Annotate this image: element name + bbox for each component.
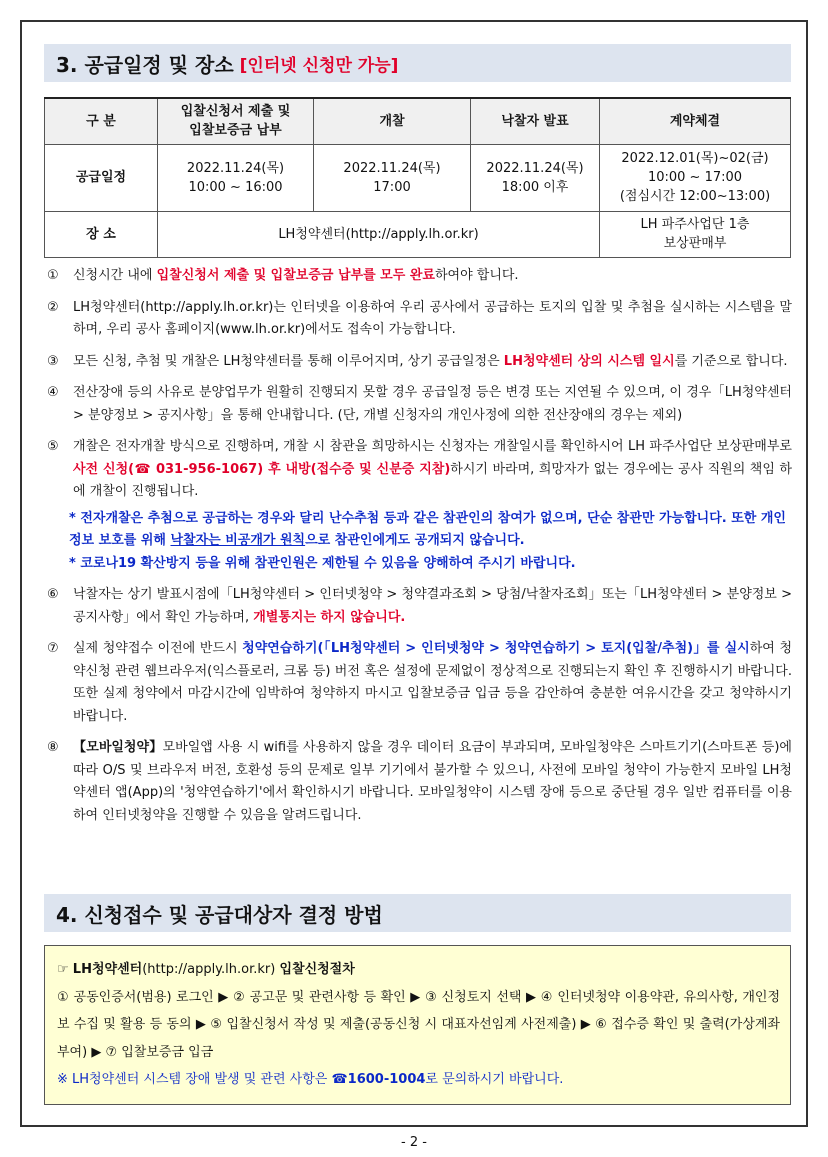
cell-line: LH 파주사업단 1층 [640, 217, 750, 232]
item-text [73, 436, 792, 504]
section-4-heading [44, 894, 791, 932]
header-bid-submission [158, 98, 314, 144]
text-span: 낙찰자는 상기 발표시점에「LH청약센터 > 인터넷청약 > 청약결과조회 > 당첨/낙찰자조회」또는「LH청약센터 > 분양정보 > 공지사항」에서 확인 가능하며, [73, 587, 792, 625]
header-bid-line2: 입찰보증금 납부 [189, 123, 282, 139]
item-number: ① [47, 268, 59, 283]
cell-line: 2022.12.01(목)~02(금) [621, 151, 769, 166]
header-bid-line1: 입찰신청서 제출 및 [180, 104, 291, 120]
note-item [47, 508, 792, 553]
item-text [73, 638, 792, 728]
cell-announcement-schedule [471, 144, 600, 211]
text-span: 개찰은 전자개찰 방식으로 진행하며, 개찰 시 참관을 희망하시는 신청자는 개찰일시를 확인하시어 LH 파주사업단 보상판매부로 [73, 439, 792, 454]
row-label-schedule: 공급일정 [45, 144, 158, 211]
item-text [73, 737, 792, 827]
section-3-heading [44, 44, 791, 82]
item-text: LH청약센터(http://apply.lh.or.kr)는 인터넷을 이용하여 우리 공사에서 공급하는 토지의 입찰 및 추첨을 실시하는 시스템을 말하며, 우리 공사 홈페이지(www.lh.or.kr)에서도 접속이 가능합니다. [73, 299, 792, 337]
header-contract: 계약체결 [600, 98, 791, 144]
list-item [47, 297, 792, 342]
text-bold: 【모바일청약】 [73, 740, 163, 755]
text-span: 모든 신청, 추첨 및 개찰은 LH청약센터를 통해 이루어지며, 상기 공급일정은 [73, 353, 504, 369]
text-span: 모바일앱 사용 시 wifi를 사용하지 않을 경우 데이터 요금이 부과되며, 모바일청약은 스마트기기(스마트폰 등)에 따라 O/S 및 브라우저 버전, 호환성 등의 문제로 일부 기기에서 불가할 수 있으니, 사전에 모바일 청약이 가능한지 모바일 LH청약센터 앱(App)의 '청약연습하기'에서 확인하시기 바랍니다. 모바일청약이 시스템 장애 등으로 중단될 경우 일반 컴퓨터를 이용하여 인터넷청약을 진행할 수 있음을 알려드립니다. [73, 740, 792, 823]
text-span: 신청시간 내에 [73, 268, 157, 283]
phone-number: ☎1600-1004 [331, 1072, 426, 1087]
text-span: 하시기 바라며, 희망자가 없는 경우에는 공사 직원의 책임 하에 개찰이 진행됩니다. [73, 461, 792, 499]
text-span: 하여야 합니다. [434, 268, 519, 283]
text-span: 하여 청약신청 관련 웹브라우저(익스플로러, 크롬 등) 버전 혹은 설정에 문제없이 정상적으로 진행되는지 확인 후 진행하시기 바랍니다. 또한 실제 청약에서 마감시간에 임박하여 청약하지 마시고 입찰보증금 입금 등을 감안하여 충분한 여유시간을 갖고 청약하시기 바랍니다. [73, 641, 793, 724]
procedure-contact-note [57, 1066, 780, 1094]
cell-line: 2022.11.24(목) [186, 160, 285, 176]
note-blue: * 코로나19 확산방지 등을 위해 참관인원은 제한될 수 있음을 양해하여 주시기 바랍니다. [69, 555, 576, 571]
highlight-red: 입찰신청서 제출 및 입찰보증금 납부를 모두 완료 [156, 268, 435, 283]
cell-place-office [600, 211, 791, 257]
note-item [47, 553, 792, 576]
text-bold: LH청약센터 [72, 962, 143, 977]
pointing-hand-icon: ☞ [57, 962, 73, 977]
cell-line: 10:00 ~ 16:00 [188, 179, 283, 195]
cell-line: 17:00 [373, 179, 411, 195]
note-underlined: 낙찰자는 비공개가 원칙 [170, 533, 306, 548]
list-item [47, 584, 792, 629]
cell-line: (점심시간 12:00~13:00) [619, 189, 771, 204]
highlight-red: 개별통지는 하지 않습니다. [253, 609, 406, 625]
highlight-red: 사전 신청(☎ 031-956-1067) 후 내방(접수증 및 신분증 지참) [73, 461, 451, 477]
header-opening: 개찰 [314, 98, 471, 144]
table-header-row [45, 98, 791, 144]
header-winner-announcement: 낙찰자 발표 [471, 98, 600, 144]
notice-list [47, 265, 792, 836]
procedure-heading [57, 956, 780, 984]
highlight-blue: 청약연습하기(「LH청약센터 > 인터넷청약 > 청약연습하기 > 토지(입찰/추첨)」를 실시 [242, 641, 750, 656]
list-item [47, 436, 792, 504]
section-4-title: 4. 신청접수 및 공급대상자 결정 방법 [56, 902, 383, 927]
note-blue: 으로 참관인에게도 공개되지 않습니다. [305, 533, 525, 548]
cell-opening-schedule [314, 144, 471, 211]
cell-line: 10:00 ~ 17:00 [647, 170, 743, 185]
table-row-schedule [45, 144, 791, 211]
row-label-place: 장 소 [45, 211, 158, 257]
procedure-steps: ① 공동인증서(범용) 로그인 ▶ ② 공고문 및 관련사항 등 확인 ▶ ③ 신청토지 선택 ▶ ④ 인터넷청약 이용약관, 유의사항, 개인정보 수집 및 활용 등 동의 ▶ ⑤ 입찰신청서 작성 및 제출(공동신청 시 대표자선임계 사전제출) ▶ ⑥ 접수증 확인 및 출력(가상계좌 부여) ▶ ⑦ 입찰보증금 입금 [57, 989, 780, 1060]
list-item [47, 638, 792, 728]
cell-line: 18:00 이후 [501, 179, 569, 195]
cell-line: 2022.11.24(목) [486, 160, 584, 176]
section-3-title: 3. 공급일정 및 장소 [56, 52, 234, 77]
item-text [73, 351, 792, 374]
section-3-title-note: [인터넷 신청만 가능] [239, 55, 399, 76]
text-bold: 입찰신청절차 [279, 962, 355, 977]
item-text [73, 265, 792, 288]
list-item [47, 265, 792, 288]
cell-line: 2022.11.24(목) [343, 160, 441, 176]
page-number: - 2 - [401, 1135, 427, 1150]
text-span: ※ LH청약센터 시스템 장애 발생 및 관련 사항은 [57, 1072, 332, 1087]
list-item [47, 382, 792, 427]
schedule-table [44, 97, 791, 258]
header-category: 구 분 [45, 98, 158, 144]
note-blue: * 전자개찰은 추첨으로 공급하는 경우와 달리 난수추첨 등과 같은 참관인의 참여가 없으며, 단순 참관만 가능합니다. 또한 개인정보 보호를 위해 [69, 510, 786, 548]
cell-line: 보상판매부 [663, 236, 727, 251]
item-number: ④ [47, 385, 59, 400]
text-span: 로 문의하시기 바랍니다. [425, 1072, 564, 1087]
item-text [73, 584, 792, 629]
procedure-box [44, 945, 791, 1105]
item-number: ② [47, 299, 59, 315]
item-text: 전산장애 등의 사유로 분양업무가 원활히 진행되지 못할 경우 공급일정 등은 변경 또는 지연될 수 있으며, 이 경우「LH청약센터 > 분양정보 > 공지사항」을 통해 안내합니다. (단, 개별 신청자의 개인사정에 의한 전산장애의 경우는 제외) [73, 385, 792, 423]
list-item [47, 737, 792, 827]
item-number: ⑤ [47, 439, 59, 454]
item-number: ⑧ [47, 740, 59, 755]
item-number: ③ [47, 353, 59, 369]
text-span: (http://apply.lh.or.kr) [142, 962, 280, 977]
cell-place-site: LH청약센터(http://apply.lh.or.kr) [158, 211, 600, 257]
cell-bid-schedule [158, 144, 314, 211]
item-number: ⑦ [47, 641, 59, 656]
highlight-red: LH청약센터 상의 시스템 일시 [503, 353, 675, 369]
text-span: 실제 청약접수 이전에 반드시 [73, 641, 243, 656]
list-item [47, 351, 792, 374]
item-number: ⑥ [47, 587, 59, 602]
cell-contract-schedule [600, 144, 791, 211]
text-span: 를 기준으로 합니다. [674, 353, 788, 369]
table-row-place [45, 211, 791, 257]
